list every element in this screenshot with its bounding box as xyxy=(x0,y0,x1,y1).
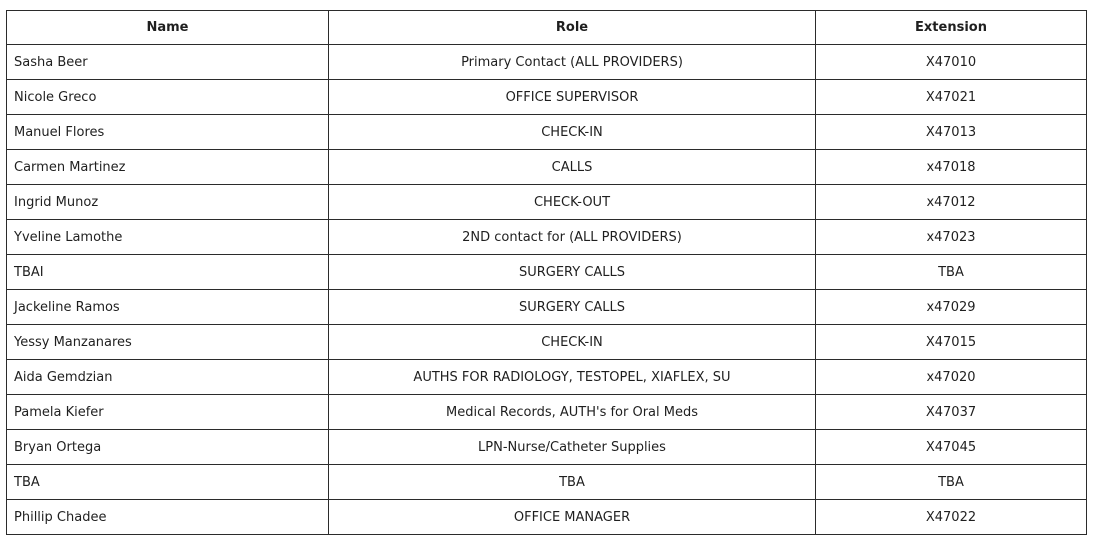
staff-directory xyxy=(6,10,1087,535)
table-row xyxy=(7,220,1087,255)
name-cell: Yessy Manzanares xyxy=(7,325,329,360)
name-cell: Carmen Martinez xyxy=(7,150,329,185)
extension-cell: x47029 xyxy=(816,290,1087,325)
table-row xyxy=(7,115,1087,150)
extension-cell: X47021 xyxy=(816,80,1087,115)
name-cell: Ingrid Munoz xyxy=(7,185,329,220)
table-row xyxy=(7,360,1087,395)
name-cell: Phillip Chadee xyxy=(7,500,329,535)
name-cell: Jackeline Ramos xyxy=(7,290,329,325)
extension-cell: TBA xyxy=(816,255,1087,290)
table-row xyxy=(7,290,1087,325)
extension-cell: x47023 xyxy=(816,220,1087,255)
role-cell: AUTHS FOR RADIOLOGY, TESTOPEL, XIAFLEX, SU xyxy=(329,360,816,395)
role-cell: CHECK-IN xyxy=(329,115,816,150)
column-header-name: Name xyxy=(7,11,329,45)
table-row xyxy=(7,185,1087,220)
role-cell: OFFICE SUPERVISOR xyxy=(329,80,816,115)
name-cell: Pamela Kiefer xyxy=(7,395,329,430)
table-header-row xyxy=(7,11,1087,45)
role-cell: TBA xyxy=(329,465,816,500)
table-body xyxy=(7,45,1087,535)
table-row xyxy=(7,45,1087,80)
table-row xyxy=(7,80,1087,115)
role-cell: CHECK-OUT xyxy=(329,185,816,220)
name-cell: TBAI xyxy=(7,255,329,290)
extension-cell: X47010 xyxy=(816,45,1087,80)
name-cell: TBA xyxy=(7,465,329,500)
role-cell: SURGERY CALLS xyxy=(329,290,816,325)
extension-cell: X47022 xyxy=(816,500,1087,535)
table-row xyxy=(7,465,1087,500)
role-cell: OFFICE MANAGER xyxy=(329,500,816,535)
role-cell: LPN-Nurse/Catheter Supplies xyxy=(329,430,816,465)
name-cell: Manuel Flores xyxy=(7,115,329,150)
name-cell: Sasha Beer xyxy=(7,45,329,80)
table-row xyxy=(7,255,1087,290)
column-header-extension: Extension xyxy=(816,11,1087,45)
role-cell: 2ND contact for (ALL PROVIDERS) xyxy=(329,220,816,255)
role-cell: Primary Contact (ALL PROVIDERS) xyxy=(329,45,816,80)
table-row xyxy=(7,150,1087,185)
role-cell: CALLS xyxy=(329,150,816,185)
table-row xyxy=(7,430,1087,465)
role-cell: Medical Records, AUTH's for Oral Meds xyxy=(329,395,816,430)
extension-cell: x47018 xyxy=(816,150,1087,185)
extension-cell: X47037 xyxy=(816,395,1087,430)
table-row xyxy=(7,395,1087,430)
name-cell: Bryan Ortega xyxy=(7,430,329,465)
staff-table xyxy=(6,10,1087,535)
table-row xyxy=(7,325,1087,360)
extension-cell: X47045 xyxy=(816,430,1087,465)
extension-cell: TBA xyxy=(816,465,1087,500)
extension-cell: x47020 xyxy=(816,360,1087,395)
name-cell: Aida Gemdzian xyxy=(7,360,329,395)
column-header-role: Role xyxy=(329,11,816,45)
extension-cell: X47013 xyxy=(816,115,1087,150)
extension-cell: x47012 xyxy=(816,185,1087,220)
table-row xyxy=(7,500,1087,535)
name-cell: Yveline Lamothe xyxy=(7,220,329,255)
role-cell: SURGERY CALLS xyxy=(329,255,816,290)
role-cell: CHECK-IN xyxy=(329,325,816,360)
extension-cell: X47015 xyxy=(816,325,1087,360)
name-cell: Nicole Greco xyxy=(7,80,329,115)
